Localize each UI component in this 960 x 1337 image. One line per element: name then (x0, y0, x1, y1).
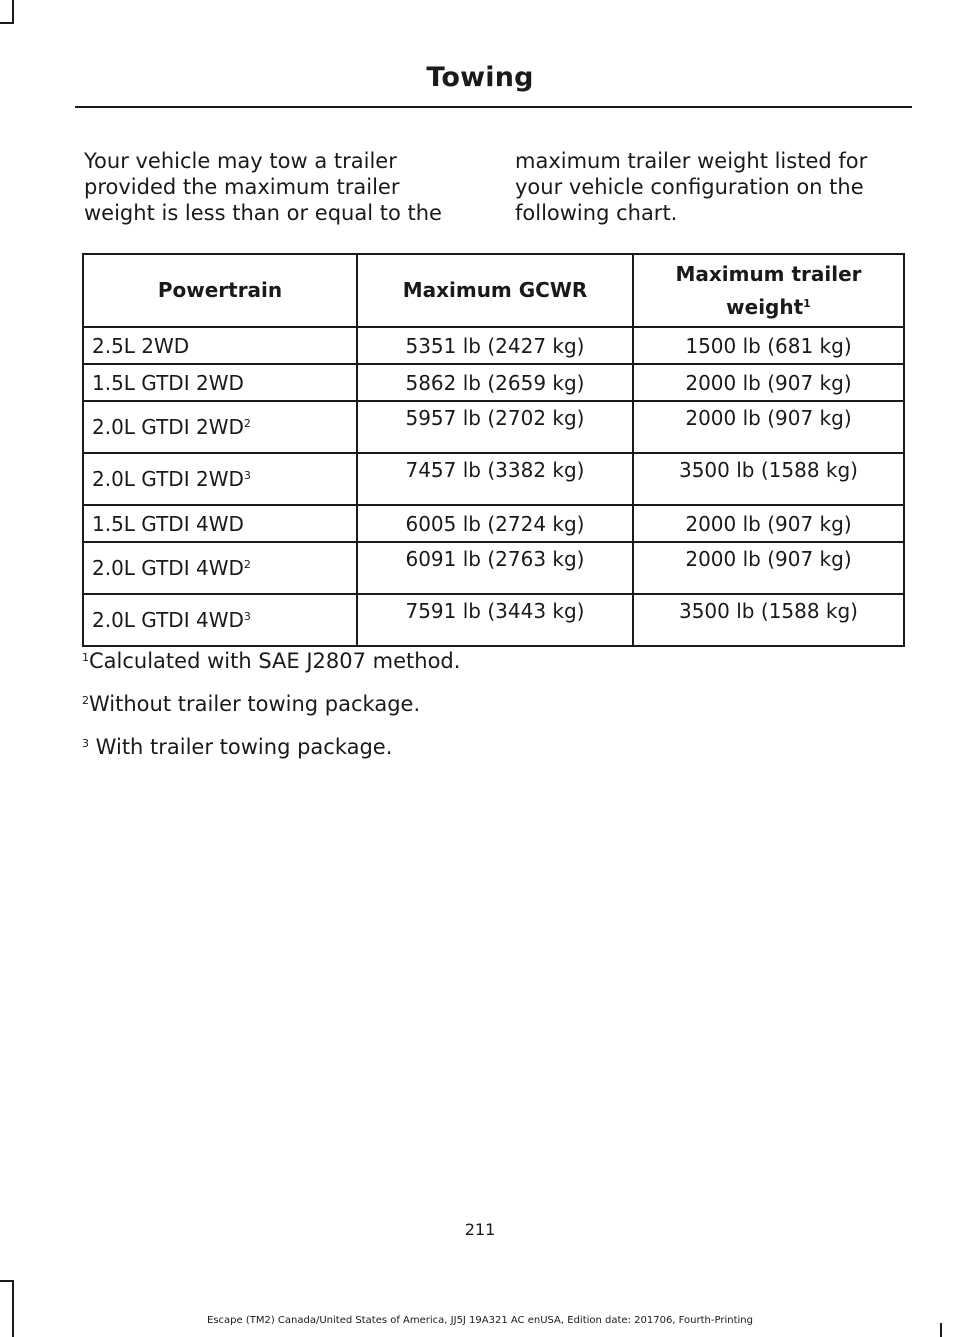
cell-powertrain (83, 505, 357, 542)
cell-max-trailer-weight: 1500 lb (681 kg) (633, 327, 904, 364)
cell-max-gcwr: 7591 lb (3443 kg) (357, 594, 633, 646)
cell-max-gcwr: 6005 lb (2724 kg) (357, 505, 633, 542)
cell-max-trailer-weight: 2000 lb (907 kg) (633, 364, 904, 401)
cell-powertrain (83, 364, 357, 401)
cell-max-gcwr: 5862 lb (2659 kg) (357, 364, 633, 401)
table-row (83, 542, 904, 594)
cell-max-gcwr: 5957 lb (2702 kg) (357, 401, 633, 453)
footnote-marker: 2 (82, 694, 89, 707)
header-powertrain: Powertrain (83, 254, 357, 327)
footnote-text: Calculated with SAE J2807 method. (89, 649, 461, 673)
cell-max-trailer-weight: 3500 lb (1588 kg) (633, 453, 904, 505)
footnote-text: With trailer towing package. (89, 735, 393, 759)
powertrain-label: 2.0L GTDI 2WD (92, 467, 244, 491)
footnotes (82, 648, 460, 777)
cell-max-trailer-weight: 2000 lb (907 kg) (633, 505, 904, 542)
powertrain-label: 1.5L GTDI 2WD (92, 370, 244, 395)
footnote-marker: 3 (243, 610, 251, 623)
footnote-marker: 2 (243, 417, 251, 430)
table-row (83, 594, 904, 646)
cell-powertrain (83, 542, 357, 594)
cell-powertrain (83, 594, 357, 646)
footnote-marker: 1 (82, 651, 89, 664)
table-row (83, 401, 904, 453)
footnote-text: Without trailer towing package. (89, 692, 421, 716)
cell-max-gcwr: 7457 lb (3382 kg) (357, 453, 633, 505)
footnote (82, 691, 460, 717)
footnote-marker: 1 (803, 296, 811, 310)
table-row (83, 327, 904, 364)
cell-max-trailer-weight: 2000 lb (907 kg) (633, 401, 904, 453)
header-trailer-label: Maximum trailer weight (675, 261, 862, 319)
footnote-marker: 2 (243, 558, 251, 571)
footnote (82, 648, 460, 674)
edition-line: Escape (TM2) Canada/United States of America, JJ5J 19A321 AC enUSA, Edition date: 201706, Fourth-Printing (207, 1315, 753, 1326)
intro-text-right: maximum trailer weight listed for your vehicle configuration on the following chart. (515, 149, 868, 225)
title-rule (75, 106, 912, 108)
header-max-trailer-weight (633, 254, 904, 327)
powertrain-label: 1.5L GTDI 4WD (92, 511, 244, 536)
cell-max-gcwr: 5351 lb (2427 kg) (357, 327, 633, 364)
page-title: Towing (426, 62, 534, 93)
cell-powertrain (83, 453, 357, 505)
crop-mark-top-left (12, 0, 14, 22)
footnote (82, 734, 460, 760)
intro-text-left: Your vehicle may tow a trailer provided the maximum trailer weight is less than or equal to the (84, 149, 442, 225)
cell-max-trailer-weight: 3500 lb (1588 kg) (633, 594, 904, 646)
towing-weights-table (82, 253, 905, 647)
footnote-marker: 3 (82, 737, 89, 750)
crop-mark-top-left (0, 22, 14, 24)
crop-mark-bottom-left (12, 1280, 14, 1337)
powertrain-label: 2.0L GTDI 4WD (92, 556, 244, 580)
cell-max-trailer-weight: 2000 lb (907 kg) (633, 542, 904, 594)
powertrain-label: 2.0L GTDI 4WD (92, 608, 244, 632)
table-header-row (83, 254, 904, 327)
header-max-gcwr: Maximum GCWR (357, 254, 633, 327)
table-row (83, 505, 904, 542)
footnote-marker: 3 (243, 469, 251, 482)
table-body (83, 327, 904, 646)
page-number: 211 (464, 1220, 496, 1239)
table-row (83, 453, 904, 505)
table-row (83, 364, 904, 401)
powertrain-label: 2.5L 2WD (92, 333, 190, 358)
cell-powertrain (83, 401, 357, 453)
powertrain-label: 2.0L GTDI 2WD (92, 415, 244, 439)
cell-powertrain (83, 327, 357, 364)
cell-max-gcwr: 6091 lb (2763 kg) (357, 542, 633, 594)
